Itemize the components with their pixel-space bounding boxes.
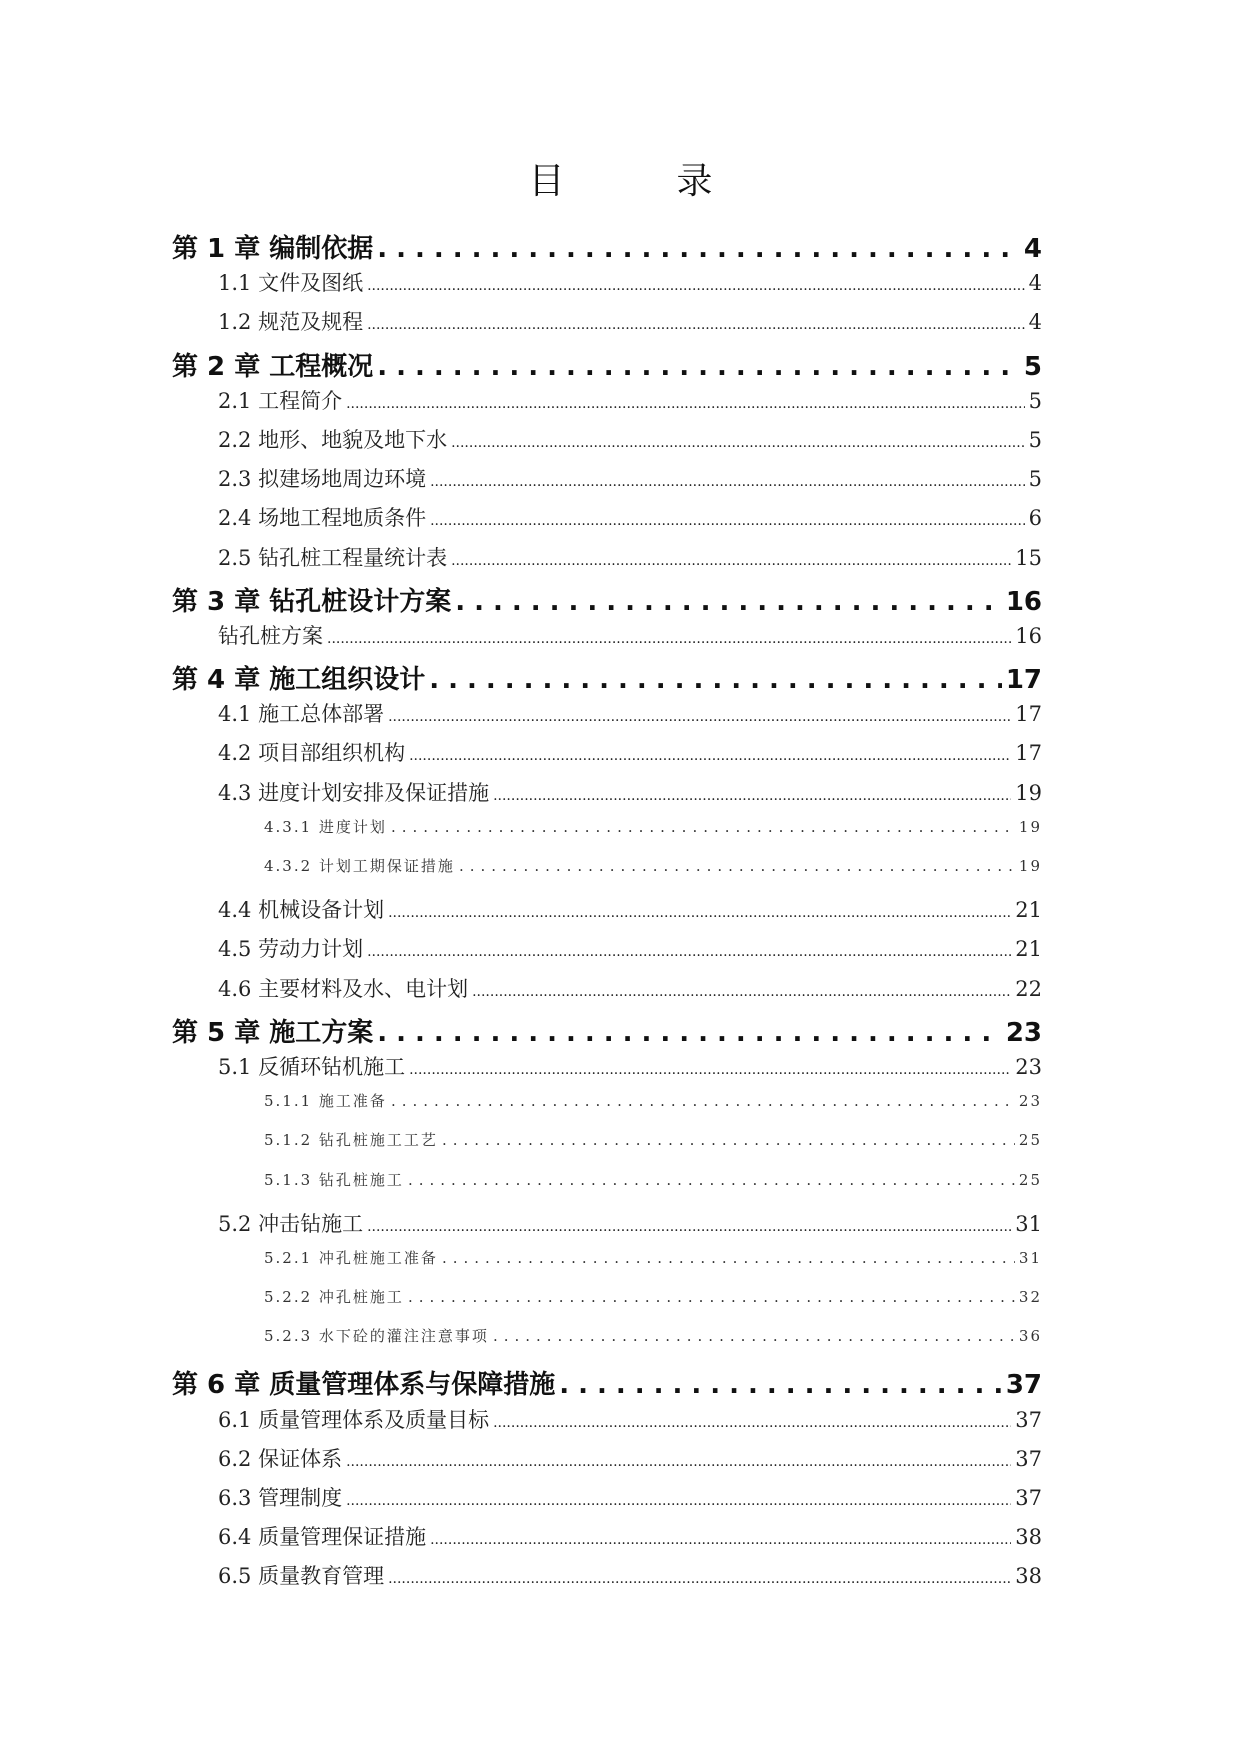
toc-chapter-entry[interactable] <box>172 1012 1042 1051</box>
toc-entry-label: 5.2.1 冲孔桩施工准备 <box>264 1248 438 1267</box>
toc-dot-leader <box>346 1454 1011 1470</box>
toc-page-number: 17 <box>1015 741 1042 766</box>
toc-dot-leader <box>409 1062 1011 1078</box>
toc-section-entry[interactable] <box>172 1482 1042 1521</box>
toc-dot-leader <box>493 788 1011 804</box>
toc-entry-label: 第 1 章 编制依据 <box>172 234 374 264</box>
toc-entry-label: 第 5 章 施工方案 <box>172 1017 374 1048</box>
toc-dot-leader <box>451 553 1011 569</box>
toc-subsection-entry[interactable] <box>172 1169 1042 1208</box>
toc-section-entry[interactable] <box>172 894 1042 933</box>
toc-section-entry[interactable] <box>172 1208 1042 1247</box>
toc-entry-label: 5.2 冲击钻施工 <box>218 1211 364 1236</box>
toc-page-number: 32 <box>1018 1288 1042 1307</box>
toc-entry-label: 4.2 项目部组织机构 <box>218 741 406 766</box>
toc-page-number: 25 <box>1018 1170 1042 1189</box>
toc-dot-leader <box>442 1131 1015 1149</box>
toc-section-entry[interactable] <box>172 306 1042 345</box>
toc-page-number: 38 <box>1015 1525 1042 1550</box>
page-title: 目 录 <box>528 161 751 202</box>
toc-page-number: 16 <box>1005 586 1042 617</box>
toc-page-number: 37 <box>1015 1407 1042 1432</box>
toc-dot-leader <box>367 278 1025 294</box>
toc-section-entry[interactable] <box>172 463 1042 502</box>
toc-entry-label: 2.2 地形、地貌及地下水 <box>218 427 448 452</box>
toc-dot-leader <box>459 857 1015 875</box>
toc-section-entry[interactable] <box>172 698 1042 737</box>
toc-page-number: 37 <box>1015 1446 1042 1471</box>
toc-section-entry[interactable] <box>172 385 1042 424</box>
toc-dot-leader <box>559 1370 1002 1400</box>
toc-chapter-entry[interactable] <box>172 581 1042 620</box>
toc-entry-label: 5.2.2 冲孔桩施工 <box>264 1288 404 1307</box>
toc-dot-leader <box>346 1493 1011 1509</box>
toc-page-number: 4 <box>1028 310 1042 335</box>
table-of-contents <box>172 228 1042 1600</box>
toc-dot-leader <box>388 709 1011 725</box>
toc-dot-leader <box>367 944 1011 960</box>
toc-subsection-entry[interactable] <box>172 1090 1042 1129</box>
toc-dot-leader <box>455 587 1002 617</box>
toc-entry-label: 4.6 主要材料及水、电计划 <box>218 976 469 1001</box>
toc-entry-label: 第 6 章 质量管理体系与保障措施 <box>172 1370 556 1401</box>
toc-entry-label: 4.3.1 进度计划 <box>264 817 387 836</box>
toc-dot-leader <box>388 905 1011 921</box>
toc-subsection-entry[interactable] <box>172 1325 1042 1364</box>
toc-dot-leader <box>408 1171 1015 1189</box>
toc-page-number: 23 <box>1005 1017 1042 1048</box>
toc-dot-leader <box>391 818 1015 836</box>
toc-page-number: 36 <box>1018 1327 1042 1346</box>
toc-entry-label: 5.1 反循环钻机施工 <box>218 1054 406 1079</box>
toc-dot-leader <box>367 1219 1011 1235</box>
toc-entry-label: 4.4 机械设备计划 <box>218 898 385 923</box>
toc-dot-leader <box>430 1532 1011 1548</box>
toc-entry-label: 4.5 劳动力计划 <box>218 937 364 962</box>
toc-entry-label: 第 2 章 工程概况 <box>172 351 374 382</box>
toc-chapter-entry[interactable] <box>172 346 1042 385</box>
toc-entry-label: 2.4 场地工程地质条件 <box>218 506 427 531</box>
toc-section-entry[interactable] <box>172 267 1042 306</box>
toc-page-number: 21 <box>1015 898 1042 923</box>
toc-entry-label: 5.1.2 钻孔桩施工工艺 <box>264 1131 438 1150</box>
toc-subsection-entry[interactable] <box>172 855 1042 894</box>
toc-section-entry[interactable] <box>172 933 1042 972</box>
toc-page-number: 17 <box>1005 665 1042 696</box>
toc-page-number: 16 <box>1015 623 1042 648</box>
toc-entry-label: 4.3 进度计划安排及保证措施 <box>218 780 490 805</box>
toc-section-entry[interactable] <box>172 1560 1042 1599</box>
toc-dot-leader <box>442 1249 1015 1267</box>
toc-dot-leader <box>377 352 1020 382</box>
toc-dot-leader <box>451 435 1025 451</box>
toc-entry-label: 第 4 章 施工组织设计 <box>172 665 426 696</box>
toc-section-entry[interactable] <box>172 1443 1042 1482</box>
toc-dot-leader <box>346 396 1025 412</box>
toc-page-number: 31 <box>1018 1248 1042 1267</box>
toc-section-entry[interactable] <box>172 502 1042 541</box>
toc-entry-label: 4.3.2 计划工期保证措施 <box>264 857 455 875</box>
toc-entry-label: 钻孔桩方案 <box>218 623 323 648</box>
toc-page-number: 5 <box>1028 427 1042 452</box>
toc-entry-label: 2.1 工程简介 <box>218 388 343 413</box>
toc-dot-leader <box>327 631 1011 647</box>
toc-dot-leader <box>430 474 1025 490</box>
toc-subsection-entry[interactable] <box>172 1129 1042 1168</box>
toc-dot-leader <box>493 1415 1011 1431</box>
toc-entry-label: 第 3 章 钻孔桩设计方案 <box>172 586 452 617</box>
toc-section-entry[interactable] <box>172 620 1042 659</box>
toc-dot-leader <box>367 317 1025 333</box>
toc-section-entry[interactable] <box>172 1051 1042 1090</box>
toc-subsection-entry[interactable] <box>172 1247 1042 1286</box>
toc-chapter-entry[interactable] <box>172 228 1042 267</box>
toc-entry-label: 1.1 文件及图纸 <box>218 271 364 296</box>
toc-page-number: 37 <box>1015 1486 1042 1510</box>
toc-page-number: 17 <box>1015 702 1042 727</box>
toc-page-number: 6 <box>1028 506 1042 531</box>
toc-section-entry[interactable] <box>172 542 1042 581</box>
toc-page-number: 23 <box>1018 1092 1042 1111</box>
toc-dot-leader <box>472 984 1011 1000</box>
toc-chapter-entry[interactable] <box>172 659 1042 698</box>
toc-subsection-entry[interactable] <box>172 816 1042 855</box>
toc-dot-leader <box>391 1092 1015 1110</box>
toc-page-number: 5 <box>1023 351 1042 382</box>
toc-entry-label: 6.3 管理制度 <box>218 1486 343 1510</box>
toc-entry-label: 6.5 质量教育管理 <box>218 1564 385 1589</box>
toc-page-number: 4 <box>1028 271 1042 296</box>
toc-page-number: 5 <box>1028 467 1042 492</box>
toc-page-number: 37 <box>1005 1370 1042 1401</box>
toc-page-number: 31 <box>1015 1211 1042 1236</box>
toc-page-number: 19 <box>1015 780 1042 805</box>
toc-entry-label: 6.2 保证体系 <box>218 1446 343 1471</box>
toc-dot-leader <box>409 748 1011 764</box>
toc-entry-label: 5.1.3 钻孔桩施工 <box>264 1170 404 1189</box>
toc-dot-leader <box>388 1571 1011 1587</box>
toc-section-entry[interactable] <box>172 1404 1042 1443</box>
toc-entry-label: 2.3 拟建场地周边环境 <box>218 467 427 492</box>
toc-page-number: 4 <box>1023 234 1042 264</box>
toc-section-entry[interactable] <box>172 737 1042 776</box>
toc-page-number: 21 <box>1015 937 1042 962</box>
toc-entry-label: 1.2 规范及规程 <box>218 310 364 335</box>
toc-page-number: 38 <box>1015 1564 1042 1589</box>
toc-page-number: 19 <box>1018 817 1042 836</box>
toc-dot-leader <box>430 513 1025 529</box>
toc-entry-label: 4.1 施工总体部署 <box>218 702 385 727</box>
toc-section-entry[interactable] <box>172 1521 1042 1560</box>
toc-entry-label: 6.1 质量管理体系及质量目标 <box>218 1407 490 1432</box>
toc-page-number: 5 <box>1028 388 1042 413</box>
toc-entry-label: 6.4 质量管理保证措施 <box>218 1525 427 1550</box>
toc-section-entry[interactable] <box>172 973 1042 1012</box>
toc-dot-leader <box>429 665 1002 695</box>
toc-dot-leader <box>493 1327 1015 1345</box>
toc-dot-leader <box>377 234 1020 264</box>
toc-page-number: 25 <box>1018 1131 1042 1150</box>
toc-entry-label: 2.5 钻孔桩工程量统计表 <box>218 545 448 570</box>
toc-page-number: 22 <box>1015 976 1042 1001</box>
toc-page-number: 19 <box>1018 857 1042 875</box>
toc-page-number: 23 <box>1015 1054 1042 1079</box>
toc-subsection-entry[interactable] <box>172 1286 1042 1325</box>
toc-dot-leader <box>408 1288 1015 1306</box>
toc-entry-label: 5.1.1 施工准备 <box>264 1092 387 1111</box>
toc-section-entry[interactable] <box>172 777 1042 816</box>
toc-page-number: 15 <box>1015 545 1042 570</box>
toc-dot-leader <box>377 1018 1002 1048</box>
toc-chapter-entry[interactable] <box>172 1364 1042 1403</box>
toc-entry-label: 5.2.3 水下砼的灌注注意事项 <box>264 1327 489 1346</box>
toc-section-entry[interactable] <box>172 424 1042 463</box>
